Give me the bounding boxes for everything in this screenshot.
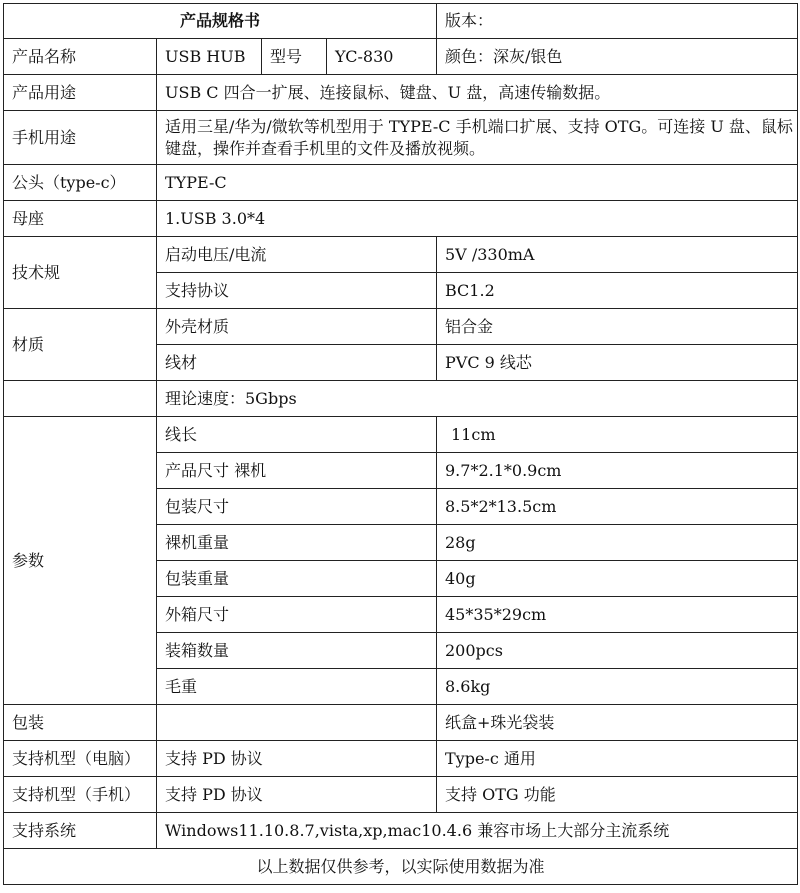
- params-label: 参数: [4, 417, 157, 705]
- packaging-value: 纸盒+珠光袋装: [437, 705, 798, 741]
- model-label: 型号: [262, 39, 327, 75]
- param-value: 9.7*2.1*0.9cm: [437, 453, 798, 489]
- support-pc-protocol: 支持 PD 协议: [157, 741, 437, 777]
- color-value: 颜色：深灰/银色: [437, 39, 798, 75]
- usage-value: USB C 四合一扩展、连接鼠标、键盘、U 盘，高速传输数据。: [157, 75, 798, 111]
- tech-label: 技术规: [4, 237, 157, 309]
- packaging-empty-cell: [157, 705, 437, 741]
- param-name: 毛重: [157, 669, 437, 705]
- support-phone-protocol: 支持 PD 协议: [157, 777, 437, 813]
- product-name-row: [4, 39, 798, 75]
- tech-item-name: 启动电压/电流: [157, 237, 437, 273]
- material-item-value: 铝合金: [437, 309, 798, 345]
- param-value: 45*35*29cm: [437, 597, 798, 633]
- usage-row: [4, 75, 798, 111]
- female-connector-label: 母座: [4, 201, 157, 237]
- material-label: 材质: [4, 309, 157, 381]
- param-name: 外箱尺寸: [157, 597, 437, 633]
- param-name: 产品尺寸 裸机: [157, 453, 437, 489]
- footer-note: 以上数据仅供参考，以实际使用数据为准: [4, 849, 798, 885]
- phone-usage-value: 适用三星/华为/微软等机型用于 TYPE-C 手机端口扩展、支持 OTG。可连接 U 盘、鼠标键盘，操作并查看手机里的文件及播放视频。: [157, 111, 798, 165]
- support-pc-label: 支持机型（电脑）: [4, 741, 157, 777]
- support-os-value: Windows11.10.8.7,vista,xp,mac10.4.6 兼容市场上大部分主流系统: [157, 813, 798, 849]
- support-pc-value: Type-c 通用: [437, 741, 798, 777]
- footer-row: [4, 849, 798, 885]
- speed-row: [4, 381, 798, 417]
- speed-empty-cell: [4, 381, 157, 417]
- param-name: 裸机重量: [157, 525, 437, 561]
- packaging-label: 包装: [4, 705, 157, 741]
- param-name: 包装重量: [157, 561, 437, 597]
- phone-usage-row: [4, 111, 798, 165]
- sheet-title: 产品规格书: [4, 4, 437, 39]
- param-value: 8.5*2*13.5cm: [437, 489, 798, 525]
- packaging-row: [4, 705, 798, 741]
- param-name: 线长: [157, 417, 437, 453]
- param-value: 40g: [437, 561, 798, 597]
- version-label: 版本：: [437, 4, 798, 39]
- param-value: 11cm: [437, 417, 798, 453]
- female-connector-value: 1.USB 3.0*4: [157, 201, 798, 237]
- speed-value: 理论速度：5Gbps: [157, 381, 798, 417]
- support-phone-label: 支持机型（手机）: [4, 777, 157, 813]
- param-value: 8.6kg: [437, 669, 798, 705]
- tech-item-value: BC1.2: [437, 273, 798, 309]
- material-row: [4, 309, 798, 345]
- material-item-name: 外壳材质: [157, 309, 437, 345]
- male-connector-label: 公头（type-c）: [4, 165, 157, 201]
- phone-usage-label: 手机用途: [4, 111, 157, 165]
- female-connector-row: [4, 201, 798, 237]
- param-name: 包装尺寸: [157, 489, 437, 525]
- param-row: [4, 417, 798, 453]
- support-pc-row: [4, 741, 798, 777]
- male-connector-value: TYPE-C: [157, 165, 798, 201]
- param-value: 200pcs: [437, 633, 798, 669]
- param-name: 装箱数量: [157, 633, 437, 669]
- param-value: 28g: [437, 525, 798, 561]
- male-connector-row: [4, 165, 798, 201]
- support-os-row: [4, 813, 798, 849]
- title-row: [4, 4, 798, 39]
- usage-label: 产品用途: [4, 75, 157, 111]
- spec-sheet-table: [3, 3, 798, 885]
- material-item-name: 线材: [157, 345, 437, 381]
- product-name-value: USB HUB: [157, 39, 262, 75]
- support-phone-row: [4, 777, 798, 813]
- material-item-value: PVC 9 线芯: [437, 345, 798, 381]
- tech-item-value: 5V /330mA: [437, 237, 798, 273]
- model-value: YC-830: [327, 39, 437, 75]
- tech-row: [4, 237, 798, 273]
- product-name-label: 产品名称: [4, 39, 157, 75]
- support-phone-value: 支持 OTG 功能: [437, 777, 798, 813]
- tech-item-name: 支持协议: [157, 273, 437, 309]
- support-os-label: 支持系统: [4, 813, 157, 849]
